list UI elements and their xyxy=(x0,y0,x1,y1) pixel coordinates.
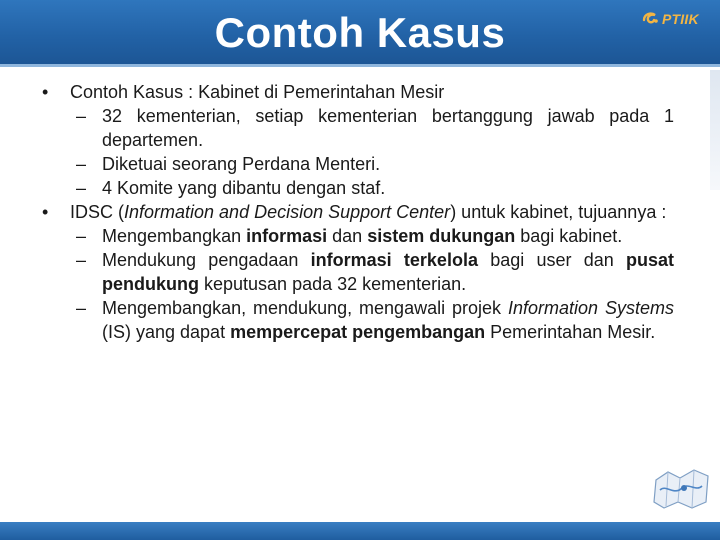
sub-text-bold: informasi xyxy=(246,226,328,246)
logo-text: PTIIK xyxy=(662,11,699,27)
sub-text-bold: informasi terkelola xyxy=(310,250,478,270)
header-divider xyxy=(0,64,720,67)
footer-bar xyxy=(0,522,720,540)
dash-marker: – xyxy=(76,298,87,318)
bullet-item xyxy=(28,200,674,224)
sub-text-bold: pusat pendukung xyxy=(102,250,674,294)
sub-bullet-text: 32 kementerian, setiap kementerian bertanggung jawab pada 1 departemen. xyxy=(102,106,674,150)
sub-text-bold: sistem dukungan xyxy=(367,226,516,246)
dash-marker: – xyxy=(76,226,87,246)
bullet-dot: • xyxy=(42,202,49,222)
sub-bullet-item xyxy=(28,152,674,176)
dash-marker: – xyxy=(76,178,87,198)
slide-body xyxy=(28,80,674,344)
sub-text: keputusan pada 32 kementerian. xyxy=(199,274,467,294)
sub-bullet-item xyxy=(28,224,674,248)
sub-bullet-item xyxy=(28,248,674,296)
sub-text-bold: mempercepat pengembangan xyxy=(230,322,486,342)
sub-bullet-text: 4 Komite yang dibantu dengan staf. xyxy=(102,178,386,198)
bullet-text-italic: Information and Decision Support Center xyxy=(124,202,451,222)
bullet-item xyxy=(28,80,674,104)
sub-bullet-text: Diketuai seorang Perdana Menteri. xyxy=(102,154,381,174)
logo-swirl-icon xyxy=(641,9,661,29)
bullet-dot: • xyxy=(42,82,49,102)
map-puzzle-icon xyxy=(650,462,714,514)
ptiik-logo xyxy=(641,6,717,32)
sub-text: bagi kabinet. xyxy=(515,226,623,246)
dash-marker: – xyxy=(76,106,87,126)
sub-bullet-item xyxy=(28,104,674,152)
bullet-text: Contoh Kasus : Kabinet di Pemerintahan Mesir xyxy=(70,82,445,102)
sub-text: Mengembangkan xyxy=(102,226,247,246)
sub-text: Mendukung pengadaan xyxy=(102,250,311,270)
sub-text: Pemerintahan Mesir. xyxy=(485,322,656,342)
sub-text-italic: Information Systems xyxy=(508,298,674,318)
sub-text: (IS) yang dapat xyxy=(102,322,231,342)
sub-bullet-item xyxy=(28,296,674,344)
dash-marker: – xyxy=(76,154,87,174)
slide-title: Contoh Kasus xyxy=(214,9,506,56)
sub-text: Mengembangkan, mendukung, mengawali projek xyxy=(102,298,508,318)
sub-text: bagi user dan xyxy=(477,250,626,270)
sub-text: dan xyxy=(327,226,368,246)
bullet-text-post: ) untuk kabinet, tujuannya : xyxy=(450,202,667,222)
dash-marker: – xyxy=(76,250,87,270)
bullet-text-pre: IDSC ( xyxy=(70,202,124,222)
side-decoration xyxy=(710,70,720,190)
sub-bullet-item xyxy=(28,176,674,200)
